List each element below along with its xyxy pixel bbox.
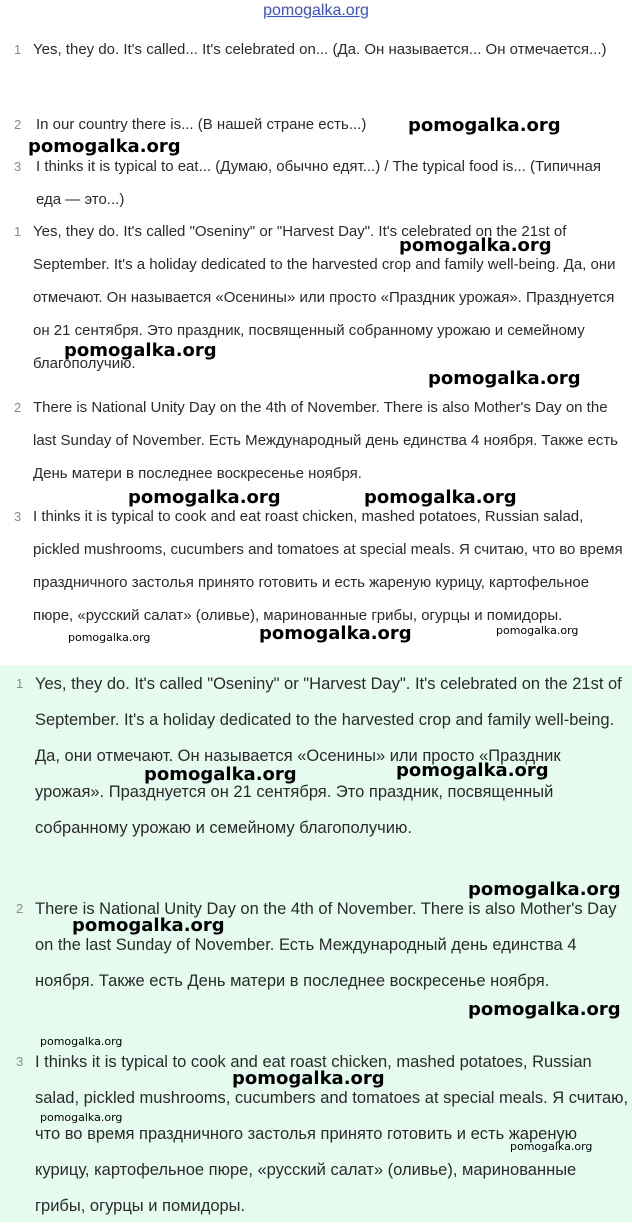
watermark: pomogalka.org — [68, 631, 151, 644]
watermark: pomogalka.org — [396, 760, 549, 781]
watermark: pomogalka.org — [259, 623, 412, 644]
watermark: pomogalka.org — [364, 487, 517, 508]
item-number: 1 — [16, 676, 24, 691]
item-text: Yes, they do. It's called "Oseniny" or "Harvest Day". It's celebrated on the 21st of September. It's a holiday dedicated to the harvested crop and family well-being. Да, они отмечают. Он называется «Осенины» или просто «Праздник урожая». Празднуется он 21 сентября. Это праздник, посвященный собранному урожаю и семейному благополучию. — [35, 675, 622, 837]
watermark: pomogalka.org — [72, 915, 225, 936]
item-text: There is National Unity Day on the 4th of November. There is also Mother's Day on the last Sunday of November. Есть Международный день единства 4 ноября. Также есть День матери в последнее воскресенье ноября. — [33, 399, 618, 482]
watermark: pomogalka.org — [40, 1035, 123, 1048]
watermark: pomogalka.org — [496, 624, 579, 637]
item-text: There is National Unity Day on the 4th of November. There is also Mother's Day on the last Sunday of November. Есть Международный день единства 4 ноября. Также есть День матери в последнее воскресенье ноября. — [35, 900, 617, 990]
item-number: 2 — [14, 400, 22, 415]
watermark: pomogalka.org — [428, 368, 581, 389]
list-item — [0, 150, 632, 216]
watermark: pomogalka.org — [144, 764, 297, 785]
watermark: pomogalka.org — [28, 136, 181, 157]
watermark: pomogalka.org — [40, 1111, 123, 1124]
item-text: I thinks it is typical to cook and eat roast chicken, mashed potatoes, Russian salad, pickled mushrooms, cucumbers and tomatoes at special meals. Я считаю, что во время праздничного застолья принято готовить и есть жареную курицу, картофельное пюре, «русский салат» (оливье), маринованные грибы, огурцы и помидоры. — [35, 1053, 629, 1215]
watermark: pomogalka.org — [64, 340, 217, 361]
item-number: 2 — [16, 901, 24, 916]
watermark: pomogalka.org — [232, 1068, 385, 1089]
item-text: Yes, they do. It's called "Oseniny" or "Harvest Day". It's celebrated on the 21st of September. It's a holiday dedicated to the harvested crop and family well-being. Да, они отмечают. Он называется «Осенины» или просто «Праздник урожая». Празднуется он 21 сентября. Это праздник, посвященный собранному урожаю и семейному благополучию. — [33, 223, 616, 372]
watermark: pomogalka.org — [408, 115, 561, 136]
item-number: 1 — [14, 42, 22, 57]
item-text: In our country there is... (В нашей стране есть...) — [36, 116, 367, 133]
item-number: 3 — [16, 1054, 24, 1069]
list-item — [0, 33, 632, 99]
watermark: pomogalka.org — [468, 999, 621, 1020]
item-text: I thinks it is typical to cook and eat roast chicken, mashed potatoes, Russian salad, pickled mushrooms, cucumbers and tomatoes at special meals. Я считаю, что во время праздничного застолья принято готовить и есть жареную курицу, картофельное пюре, «русский салат» (оливье), маринованные грибы, огурцы и помидоры. — [33, 508, 623, 624]
site-link[interactable]: pomogalka.org — [263, 2, 369, 19]
item-text: I thinks it is typical to eat... (Думаю, обычно едят...) / The typical food is... (Типичная еда — это...) — [36, 158, 601, 208]
item-number: 3 — [14, 509, 22, 524]
watermark: pomogalka.org — [399, 235, 552, 256]
item-number: 3 — [14, 159, 22, 174]
watermark: pomogalka.org — [128, 487, 281, 508]
item-number: 2 — [14, 117, 22, 132]
item-text: Yes, they do. It's called... It's celebrated on... (Да. Он называется... Он отмечается...) — [33, 41, 607, 58]
list-item — [0, 391, 632, 490]
item-number: 1 — [14, 224, 22, 239]
watermark: pomogalka.org — [468, 879, 621, 900]
watermark: pomogalka.org — [510, 1140, 593, 1153]
